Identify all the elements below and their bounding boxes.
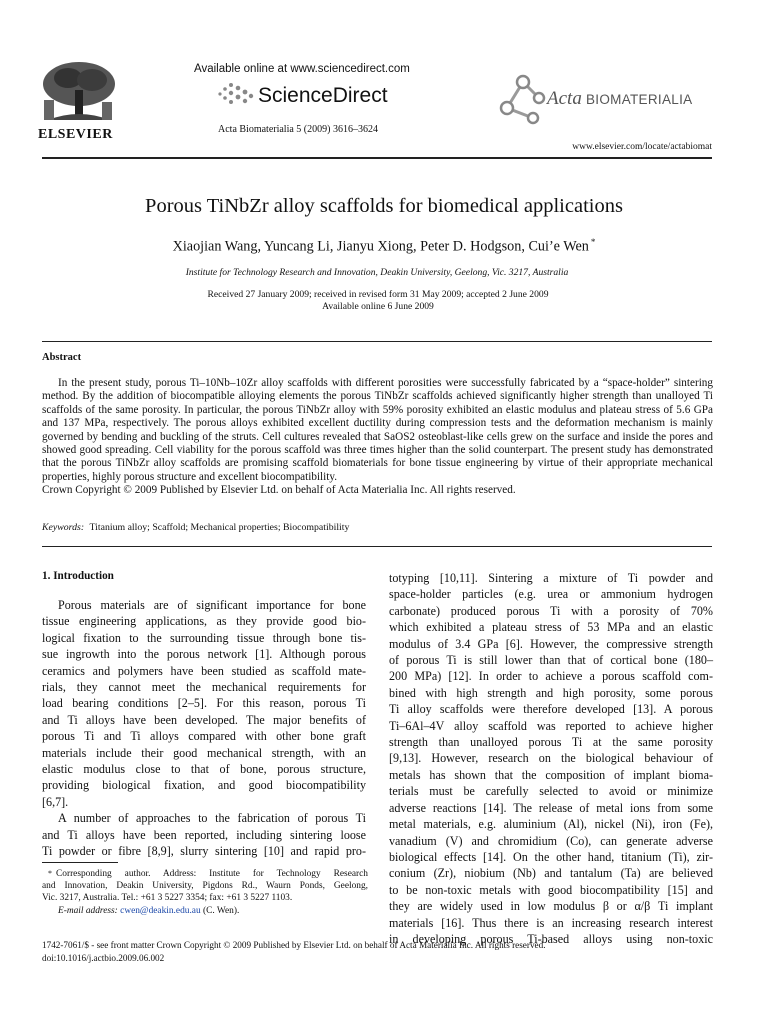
tree-icon [38,60,120,126]
text-line: modulus of 3.4 GPa [6]. However, the compressive strength [389,636,713,651]
text-line: [6,7]. [42,794,69,809]
abstract-top-rule [42,341,712,342]
text-line: A number of approaches to the fabrication of porous Ti [58,811,366,826]
publisher-name: ELSEVIER [38,127,113,142]
journal-logo-acta: Acta [547,88,582,109]
abstract-heading: Abstract [42,352,82,363]
available-online: Available online at www.sciencedirect.com [194,63,410,75]
text-line: porous Ti and Ti alloys compared with other bone graft [42,729,366,744]
footnote-line: and Innovation, Deakin University, Pigdons Rd., Waurn Ponds, Geelong, [42,881,368,892]
email-link[interactable]: cwen@deakin.edu.au [120,905,201,916]
text-line: rials, they cannot meet the mechanical requirements for [42,680,366,695]
journal-url[interactable]: www.elsevier.com/locate/actabiomat [572,142,712,152]
text-line: of porous Ti is still lower than that of cortical bone (180– [389,653,713,668]
text-line: in developing porous Ti-based alloys using non-toxic [389,931,713,946]
text-line: logical fixation to the surrounding tissue through bone tis- [42,630,366,645]
text-line: metals has shown that the composition of implant bioma- [389,767,713,782]
header-rule [42,157,712,159]
text-line: materials [16]. Thus there is an increasing research interest [389,915,713,930]
text-line: bined with high strength and high porosity, some porous [389,685,713,700]
footer-issn: 1742-7061/$ - see front matter Crown Copyright © 2009 Published by Elsevier Ltd. on behalf of Acta Materialia Inc. All rights reserved. [42,940,546,950]
journal-citation: Acta Biomaterialia 5 (2009) 3616–3624 [218,124,378,135]
email-suffix: (C. Wen). [202,905,240,916]
text-line: load bearing conditions [2–5]. For this reason, porous Ti [42,696,366,711]
email-label: E-mail address: [58,905,118,916]
text-line: Ti–6Al–4V alloy scaffold was reported to achieve higher [389,718,713,733]
author-line [0,237,768,256]
journal-logo-biomaterialia: BIOMATERIALIA [586,92,693,107]
footnote-email-line [42,905,368,917]
footnote-rule [42,862,118,863]
text-line: terials must be carefully selected to avoid or minimize [389,784,713,799]
abstract-copyright: Crown Copyright © 2009 Published by Elsevier Ltd. on behalf of Acta Materialia Inc. All rights reserved. [42,484,516,497]
sciencedirect-logo [214,80,414,110]
authors: Xiaojian Wang, Yuncang Li, Jianyu Xiong, Peter D. Hodgson, Cui’e Wen [172,238,589,255]
sciencedirect-dots-icon [214,80,256,110]
text-line: carbonate) produced porous Ti with a porosity of 70% [389,603,713,618]
text-line: [9,13]. However, research on the biological behaviour of [389,751,713,766]
text-line: Porous materials are of significant importance for bone [58,598,366,612]
elsevier-tree-logo [38,60,120,126]
abstract-paragraph: In the present study, porous Ti–10Nb–10Zr alloy scaffolds with different porosities were successfully fabricated by a “space-holder” sintering method. By the addition of biocompatible alloying elements the porous TiNbZr scaffolds achieved significantly higher strength than unalloyed Ti scaffolds of the same porosity. In particular, the porous TiNbZr alloy with 59% porosity exhibited an elastic modulus and plateau stress of 5.6 GPa and 137 MPa, respectively. The porous alloys exhibited excellent ductility during compression tests and the deformation mechanism is mainly governed by bending and buckling of the struts. Cell cultures revealed that SaOS2 osteoblast-like cells grew on the surface and inside the pores and showed good spreading. Cell viability for the porous scaffold was three times higher than the solid counterpart. The present study has demonstrated that the porous TiNbZr alloy scaffolds are promising scaffold biomaterials for bone tissue engineering by virtue of their appropriate mechanical properties, highly porous structure and excellent biocompatibility. [42,377,713,483]
article-title: Porous TiNbZr alloy scaffolds for biomedical applications [145,195,623,217]
text-line: Ti powder or fibre [8,9], slurry sintering [10] and rapid pro- [42,844,366,859]
text-line: totyping [10,11]. Sintering a mixture of Ti powder and [389,571,713,585]
journal-logo [493,68,718,128]
footer-doi[interactable]: doi:10.1016/j.actbio.2009.06.002 [42,953,165,963]
footnote-line: * Corresponding author. Address: Institute for Technology Research [48,869,368,879]
text-line: vanadium (V) and chromidium (Co), can generate adverse [389,833,713,848]
text-line: they are widely used in low modulus β or α/β Ti implant [389,899,713,914]
footnote-line: Vic. 3217, Australia. Tel.: +61 3 5227 3354; fax: +61 3 5227 1103. [42,893,293,904]
section-heading-introduction: 1. Introduction [42,570,114,582]
text-line: and Ti alloys have been developed. The major benefits of [42,712,366,727]
text-line: providing biological fixation, and good biocompatibility [42,778,366,793]
abstract-bottom-rule [42,546,712,547]
footnote [42,868,368,917]
sciencedirect-wordmark: ScienceDirect [258,84,388,107]
right-column [389,570,713,947]
text-line: Ti alloy scaffolds were therefore developed [13]. A porous [389,702,713,717]
text-line: materials include their good mechanical strength, with an [42,745,366,760]
footnote-mark: * [48,869,52,878]
text-line: and Ti alloys have been reported, including sintering loose [42,827,366,842]
text-line: which exhibited a plateau stress of 53 MPa and an elastic [389,620,713,635]
keywords-list: Titanium alloy; Scaffold; Mechanical properties; Biocompatibility [89,522,350,533]
text-line: ceramics and polymers have been studied as scaffold mate- [42,663,366,678]
text-line: to be non-toxic metals with good biocompatibility [15] and [389,882,713,897]
text-line: space-holder particles (e.g. urea or ammonium hydrogen [389,587,713,602]
left-column [42,597,366,860]
abstract-text [42,377,713,498]
text-line: biological effects [14]. On the other hand, titanium (Ti), zir- [389,849,713,864]
keywords [42,522,349,533]
text-line: conium (Zr), niobium (Nb) and tantalum (Ta) are believed [389,866,713,881]
text-line: adverse reactions [14]. The release of metal ions from some [389,800,713,815]
keywords-label: Keywords: [42,522,85,533]
text-line: tissue engineering applications, as they provide good bio- [42,614,366,629]
molecule-icon [493,68,549,128]
text-line: 200 MPa) [12]. In order to achieve a porous scaffold com- [389,669,713,684]
text-line: strength than unalloyed porous Ti at the same porosity [389,735,713,750]
received-dates: Received 27 January 2009; received in revised form 31 May 2009; accepted 2 June 2009 [207,289,549,300]
affiliation: Institute for Technology Research and Innovation, Deakin University, Geelong, Vic. 3217, Australia [185,267,569,278]
corresponding-author-mark[interactable]: * [590,237,596,247]
available-date: Available online 6 June 2009 [322,301,434,312]
text-line: metal materials, e.g. aluminium (Al), nickel (Ni), iron (Fe), [389,817,713,832]
text-line: sue ingrowth into the porous network [1]. Although porous [42,647,366,662]
text-line: elastic modulus close to that of bone, porous structure, [42,762,366,777]
